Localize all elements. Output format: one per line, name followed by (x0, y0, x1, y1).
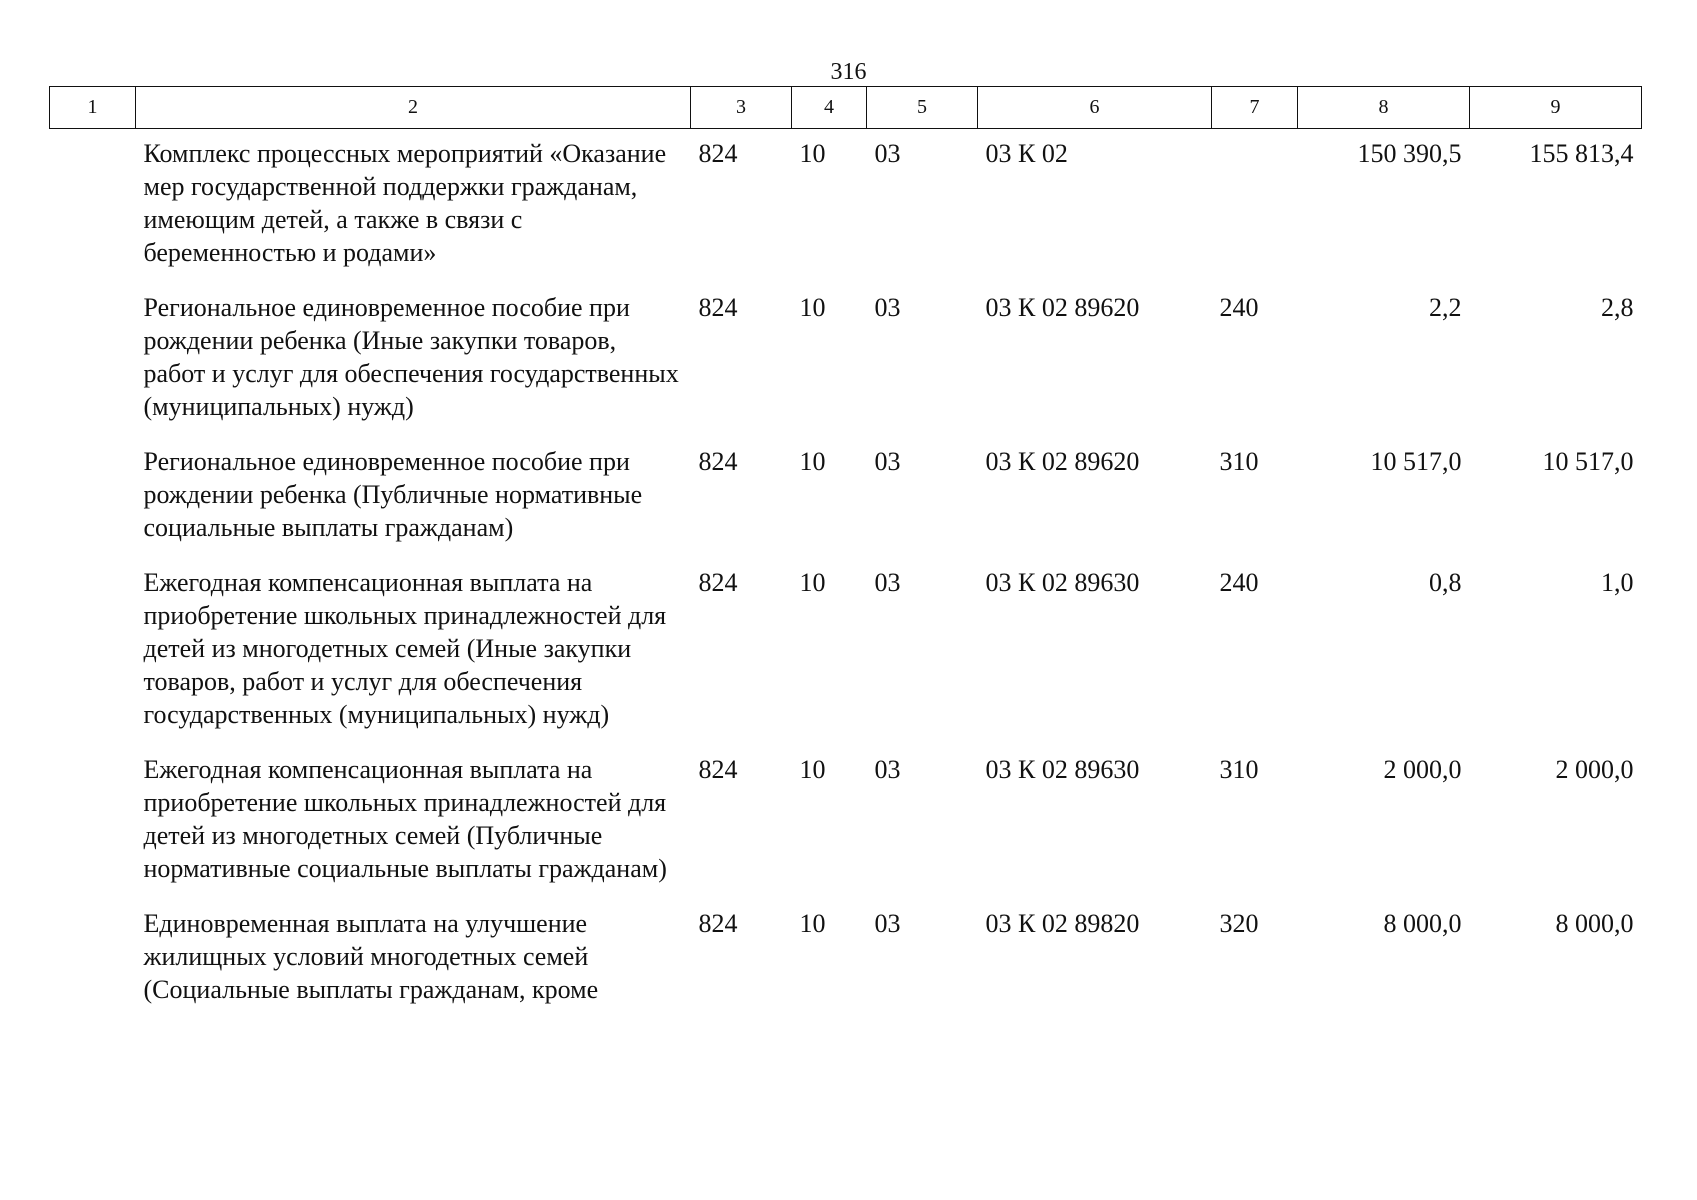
cell-col9: 8 000,0 (1555, 909, 1634, 938)
cell-col7: 320 (1219, 909, 1259, 938)
header-col-7: 7 (1212, 87, 1298, 129)
cell-col1 (50, 129, 136, 284)
cell-col6: 03 К 02 89630 (985, 568, 1140, 597)
header-col-5: 5 (867, 87, 978, 129)
cell-col6: 03 К 02 89630 (985, 755, 1140, 784)
cell-col6: 03 К 02 89620 (985, 293, 1140, 322)
table-row (50, 899, 1642, 1020)
header-row (50, 87, 1642, 129)
cell-col7: 310 (1219, 755, 1259, 784)
cell-col3: 824 (698, 139, 738, 168)
cell-col6: 03 К 02 89820 (985, 909, 1140, 938)
cell-col3: 824 (698, 293, 738, 322)
cell-name: Региональное единовременное пособие при рождении ребенка (Публичные нормативные социальные выплаты гражданам) (143, 447, 643, 542)
cell-col7: 240 (1219, 293, 1259, 322)
header-col-3: 3 (691, 87, 792, 129)
cell-col6: 03 К 02 89620 (985, 447, 1140, 476)
cell-col1 (50, 558, 136, 745)
cell-col7: 310 (1219, 447, 1259, 476)
table-body (50, 129, 1642, 1021)
cell-col1 (50, 437, 136, 558)
cell-name: Комплекс процессных мероприятий «Оказание мер государственной поддержки гражданам, имеющим детей, а также в связи с беременностью и родами» (143, 139, 667, 267)
cell-col8: 150 390,5 (1357, 139, 1462, 168)
cell-col5: 03 (874, 909, 901, 938)
cell-col4: 10 (799, 568, 826, 597)
table-row (50, 558, 1642, 745)
cell-col5: 03 (874, 447, 901, 476)
page-number: 316 (830, 59, 867, 85)
table-row (50, 129, 1642, 284)
cell-col8: 8 000,0 (1383, 909, 1462, 938)
cell-col7: 240 (1219, 568, 1259, 597)
cell-col5: 03 (874, 293, 901, 322)
header-col-8: 8 (1298, 87, 1470, 129)
cell-col4: 10 (799, 139, 826, 168)
cell-col3: 824 (698, 909, 738, 938)
cell-col9: 1,0 (1601, 568, 1634, 597)
cell-col8: 10 517,0 (1370, 447, 1462, 476)
header-col-2: 2 (136, 87, 691, 129)
cell-col3: 824 (698, 568, 738, 597)
cell-col1 (50, 745, 136, 899)
cell-col8: 2,2 (1429, 293, 1462, 322)
cell-col3: 824 (698, 755, 738, 784)
cell-col6: 03 К 02 (985, 139, 1068, 168)
cell-col3: 824 (698, 447, 738, 476)
cell-col1 (50, 899, 136, 1020)
cell-col7 (1212, 129, 1298, 284)
cell-name: Единовременная выплата на улучшение жилищных условий многодетных семей (Социальные выплаты гражданам, кроме (143, 909, 599, 1004)
cell-col9: 155 813,4 (1529, 139, 1634, 168)
header-col-1: 1 (50, 87, 136, 129)
header-col-4: 4 (792, 87, 867, 129)
table-header (50, 87, 1642, 129)
cell-col4: 10 (799, 293, 826, 322)
header-col-9: 9 (1470, 87, 1642, 129)
cell-col8: 2 000,0 (1383, 755, 1462, 784)
cell-col5: 03 (874, 139, 901, 168)
cell-col9: 10 517,0 (1542, 447, 1634, 476)
table-row (50, 745, 1642, 899)
budget-table (49, 86, 1642, 1020)
cell-name: Ежегодная компенсационная выплата на приобретение школьных принадлежностей для детей из многодетных семей (Публичные нормативные социальные выплаты гражданам) (143, 755, 667, 883)
cell-col5: 03 (874, 755, 901, 784)
table-row (50, 283, 1642, 437)
cell-col4: 10 (799, 909, 826, 938)
header-col-6: 6 (978, 87, 1212, 129)
cell-col8: 0,8 (1429, 568, 1462, 597)
cell-col4: 10 (799, 755, 826, 784)
cell-col9: 2 000,0 (1555, 755, 1634, 784)
table-row (50, 437, 1642, 558)
cell-col4: 10 (799, 447, 826, 476)
cell-col1 (50, 283, 136, 437)
cell-name: Региональное единовременное пособие при рождении ребенка (Иные закупки товаров, работ и услуг для обеспечения государственных (муниципальных) нужд) (143, 293, 679, 421)
cell-name: Ежегодная компенсационная выплата на приобретение школьных принадлежностей для детей из многодетных семей (Иные закупки товаров, работ и услуг для обеспечения государственных (муниципальных) нужд) (143, 568, 667, 729)
cell-col5: 03 (874, 568, 901, 597)
cell-col9: 2,8 (1601, 293, 1634, 322)
